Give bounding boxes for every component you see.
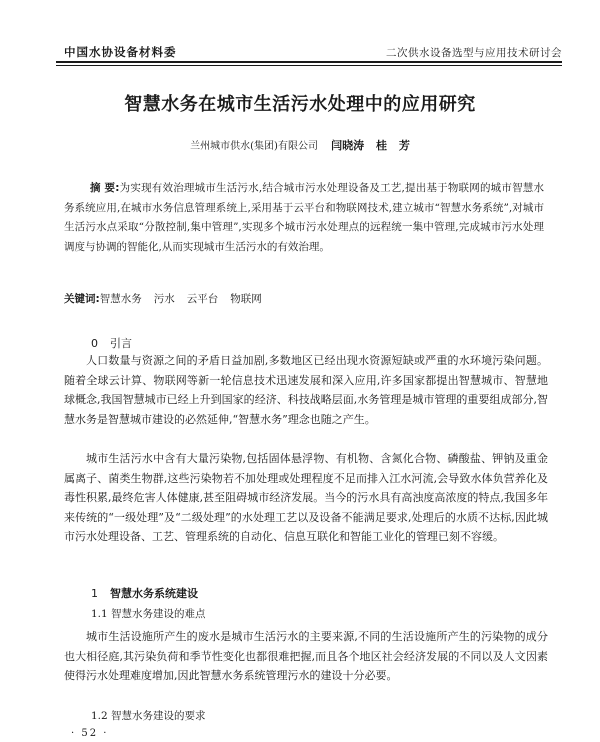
section-title: 引言 (110, 337, 132, 350)
keyword-item: 污水 (153, 293, 175, 305)
abstract-text: 为实现有效治理城市生活污水,结合城市污水处理设备及工艺,提出基于物联网的城市智慧水务系统应用,在城市水务信息管理系统上,采用基于云平台和物联网技术,建立城市“智慧水务系统”,对城市生活污水点采取“分散控制,集中管理”,实现多个城市污水处理点的远程统一集中管理,完成城市污水处理调度与协调的智能化,从而实现城市生活污水的有效治理。 (64, 182, 544, 253)
section-heading-intro (91, 335, 132, 351)
section-number: 1 (91, 587, 98, 600)
author-affiliation: 兰州城市供水(集团)有限公司 (190, 141, 318, 152)
page-number: · 52 · (71, 728, 109, 739)
abstract-label: 摘 要: (90, 182, 120, 194)
paragraph-intro-2: 城市生活污水中含有大量污染物,包括固体悬浮物、有机物、含氮化合物、磷酸盐、钾钠及重金属离子、菌类生物群,这些污染物若不加处理或处理程度不足而排入江水河流,会导致水体负营养化及毒性积累,最终危害人体健康,甚至阻碍城市经济发展。当今的污水具有高浊度高浓度的特点,我国多年来传统的“一级处理”及“二级处理”的水处理工艺以及设备不能满足要求,处理后的水质不达标,因此城市污水处理设备、工艺、管理系统的自动化、信息互联化和智能工业化的管理已刻不容缓。 (64, 452, 548, 543)
section-title: 智慧水务系统建设 (110, 587, 198, 600)
author-line (0, 137, 600, 153)
paragraph-intro-1: 人口数量与资源之间的矛盾日益加剧,多数地区已经出现水资源短缺或严重的水环境污染问题。随着全球云计算、物联网等新一轮信息技术迅速发展和深入应用,许多国家都提出智慧城市、智慧地球概念,我国智慧城市已经上升到国家的经济、科技战略层面,水务管理是城市管理的重要组成部分,智慧水务是智慧城市建设的必然延伸,“智慧水务”理念也随之产生。 (64, 354, 548, 426)
paragraph-1-1: 城市生活设施所产生的废水是城市生活污水的主要来源,不同的生活设施所产生的污染物的成分也大相径庭,其污染负荷和季节性变化也都很难把握,而且各个地区社会经济发展的不同以及人文因素使得污水处理难度增加,因此智慧水务系统管理污水的建设十分必要。 (64, 630, 548, 682)
header-rule-thick (56, 61, 562, 63)
keywords (64, 290, 544, 309)
keyword-item: 智慧水务 (99, 293, 142, 305)
section-number: 0 (91, 337, 98, 350)
subsection-heading-1-2: 1.2 智慧水务建设的要求 (91, 710, 206, 722)
subsection-heading-1-1: 1.1 智慧水务建设的难点 (91, 608, 206, 620)
header-rule-thin (56, 65, 562, 66)
keyword-item: 云平台 (186, 293, 219, 305)
header-right-label: 二次供水设备选型与应用技术研讨会 (386, 47, 562, 59)
keyword-item: 物联网 (230, 293, 262, 305)
keywords-label: 关键词: (64, 293, 100, 305)
header-left-label: 中国水协设备材料委 (64, 45, 177, 59)
paper-title: 智慧水务在城市生活污水处理中的应用研究 (124, 94, 476, 115)
abstract (64, 179, 544, 257)
section-heading-1 (91, 585, 198, 601)
author-names: 闫晓涛 桂 芳 (331, 139, 410, 152)
